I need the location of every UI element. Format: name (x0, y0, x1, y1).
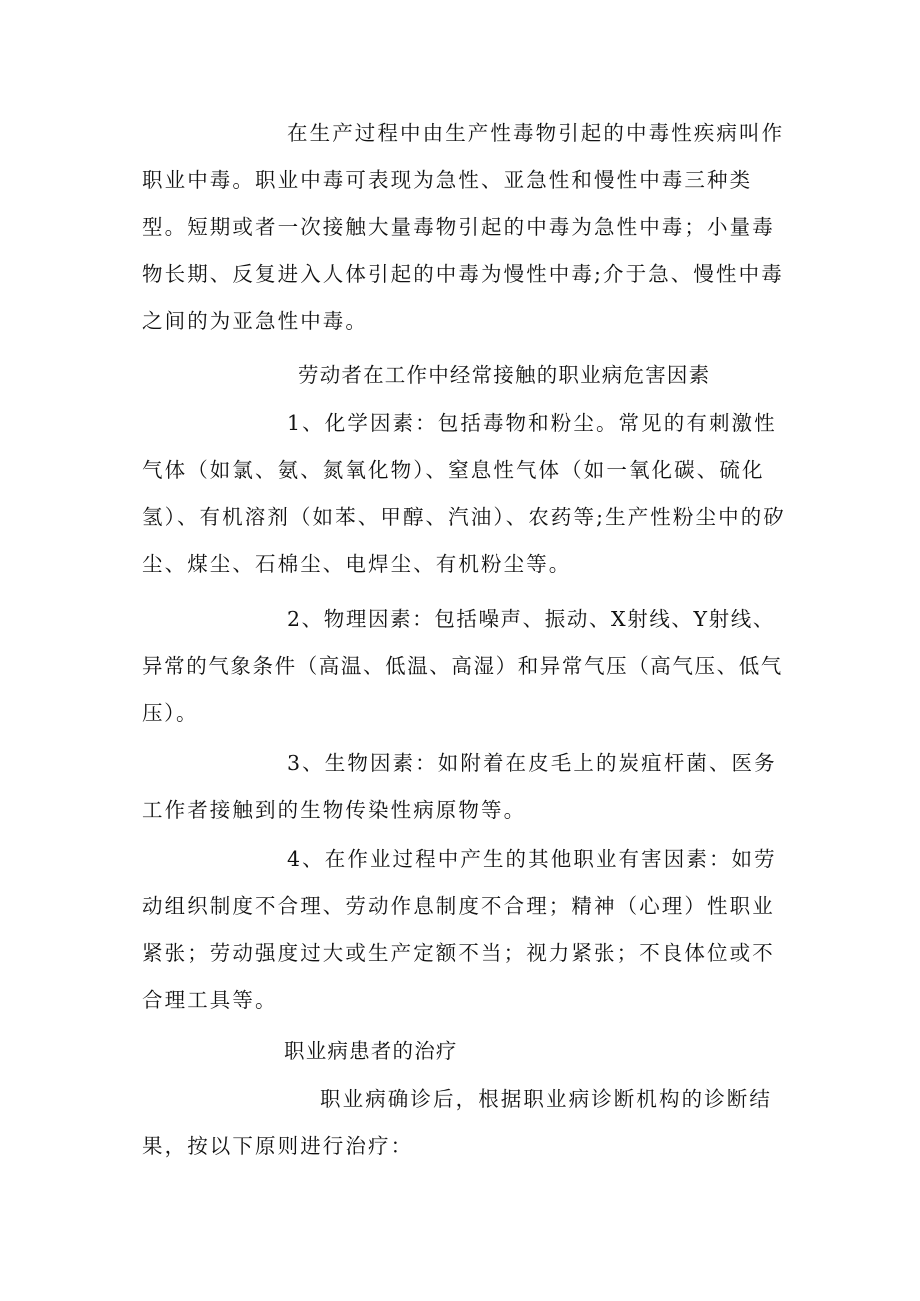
treatment-heading: 职业病患者的治疗 (284, 1039, 458, 1063)
intro-paragraph: 在生产过程中由生产性毒物引起的中毒性疾病叫作职业中毒。职业中毒可表现为急性、亚急性和慢性中毒三种类型。短期或者一次接触大量毒物引起的中毒为急性中毒；小量毒物长期、反复进入人体引起的中毒为慢性中毒;介于急、慢性中毒之间的为亚急性中毒。 (142, 121, 785, 333)
physical-factors-paragraph: 2、物理因素：包括噪声、振动、X射线、Y射线、异常的气象条件（高温、低温、高湿）和异常气压（高气压、低气压）。 (142, 607, 783, 725)
biological-factors-paragraph: 3、生物因素：如附着在皮毛上的炭疽杆菌、医务工作者接触到的生物传染性病原物等。 (142, 751, 777, 822)
hazard-factors-heading: 劳动者在工作中经常接触的职业病危害因素 (298, 363, 711, 387)
chemical-factors-paragraph: 1、化学因素：包括毒物和粉尘。常见的有刺激性气体（如氯、氨、氮氧化物）、窒息性气体（如一氧化碳、硫化氢）、有机溶剂（如苯、甲醇、汽油）、农药等;生产性粉尘中的矽尘、煤尘、石棉尘、电焊尘、有机粉尘等。 (142, 411, 786, 576)
treatment-paragraph: 职业病确诊后，根据职业病诊断机构的诊断结果，按以下原则进行治疗： (142, 1087, 772, 1158)
other-factors-paragraph: 4、在作业过程中产生的其他职业有害因素：如劳动组织制度不合理、劳动作息制度不合理；精神（心理）性职业紧张；劳动强度过大或生产定额不当；视力紧张；不良体位或不合理工具等。 (142, 847, 777, 1012)
